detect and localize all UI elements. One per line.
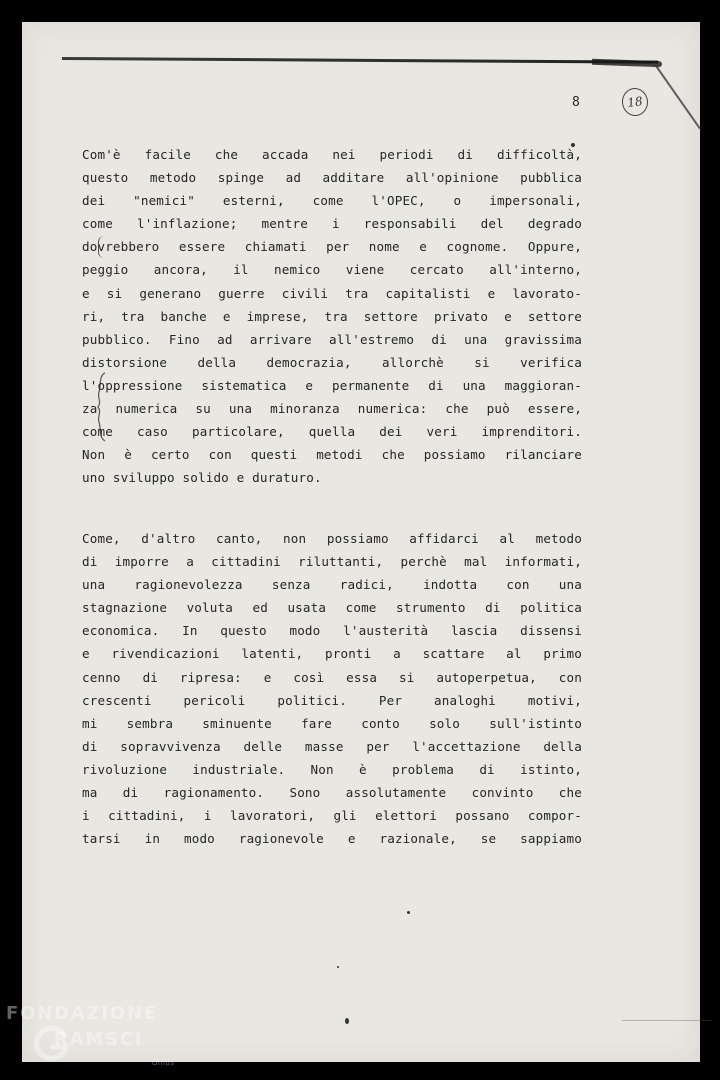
watermark-onlus: Onlus xyxy=(152,1059,175,1067)
watermark-line-2: RAMSCI xyxy=(54,1029,144,1050)
text-line: ma di ragionamento. Sono assolutamente convinto che xyxy=(82,785,582,801)
text-line: cenno di ripresa: e così essa si autoperpetua, con xyxy=(82,669,582,685)
text-line: distorsione della democrazia, allorchè si verifica xyxy=(82,354,582,370)
text-line: l'oppressione sistematica e permanente di una maggioran- xyxy=(82,377,582,393)
text-line: di sopravvivenza delle masse per l'accettazione della xyxy=(82,738,582,754)
text-line: mi sembra sminuente fare conto solo sull'istinto xyxy=(82,715,582,731)
text-line: stagnazione voluta ed usata come strumento di politica xyxy=(82,600,582,616)
text-line: di imporre a cittadini riluttanti, perchè mal informati, xyxy=(82,554,582,570)
watermark-line-1: FONDAZIONE xyxy=(6,1003,158,1024)
ink-speck xyxy=(345,1018,349,1024)
text-line: come l'inflazione; mentre i responsabili del degrado xyxy=(82,216,582,232)
text-line: uno sviluppo solido e duraturo. xyxy=(82,470,322,486)
archive-folio-number: 18 xyxy=(620,86,650,117)
corner-fold-line xyxy=(653,62,701,129)
text-line: tarsi in modo ragionevole e razionale, se sappiamo xyxy=(82,831,582,847)
text-line: Come, d'altro canto, non possiamo affidarci al metodo xyxy=(82,531,582,546)
text-line: peggio ancora, il nemico viene cercato all'interno, xyxy=(82,262,582,278)
text-line: Non è certo con questi metodi che possiamo rilanciare xyxy=(82,447,582,463)
text-line: rivoluzione industriale. Non è problema di istinto, xyxy=(82,761,582,777)
text-line: e si generano guerre civili tra capitalisti e lavorato- xyxy=(82,285,582,301)
ink-speck xyxy=(337,966,339,968)
ink-speck xyxy=(407,911,410,914)
paragraph-2 xyxy=(82,527,582,850)
text-line: za numerica su una minoranza numerica: che può essere, xyxy=(82,401,582,417)
text-line: e rivendicazioni latenti, pronti a scattare al primo xyxy=(82,646,582,662)
text-line: economica. In questo modo l'austerità lascia dissensi xyxy=(82,623,582,639)
text-line: come caso particolare, quella dei veri imprenditori. xyxy=(82,424,582,440)
paragraph-1 xyxy=(82,143,582,489)
top-edge-shadow xyxy=(62,57,658,64)
text-line: ri, tra banche e imprese, tra settore privato e settore xyxy=(82,308,582,324)
top-edge-shadow-tail xyxy=(592,59,662,67)
text-line: pubblico. Fino ad arrivare all'estremo di una gravissima xyxy=(82,331,582,347)
fondazione-gramsci-watermark xyxy=(6,1003,206,1078)
text-line: Com'è facile che accada nei periodi di difficoltà, xyxy=(82,147,582,162)
page-number: 8 xyxy=(572,95,580,110)
bottom-faint-line xyxy=(622,1020,712,1021)
text-line: una ragionevolezza senza radici, indotta con una xyxy=(82,577,582,593)
text-line: crescenti pericoli politici. Per analoghi motivi, xyxy=(82,692,582,708)
text-line: i cittadini, i lavoratori, gli elettori possano compor- xyxy=(82,808,582,824)
text-line: questo metodo spinge ad additare all'opinione pubblica xyxy=(82,170,582,186)
text-line: dei "nemici" esterni, come l'OPEC, o impersonali, xyxy=(82,193,582,209)
text-line: dovrebbero essere chiamati per nome e cognome. Oppure, xyxy=(82,239,582,255)
